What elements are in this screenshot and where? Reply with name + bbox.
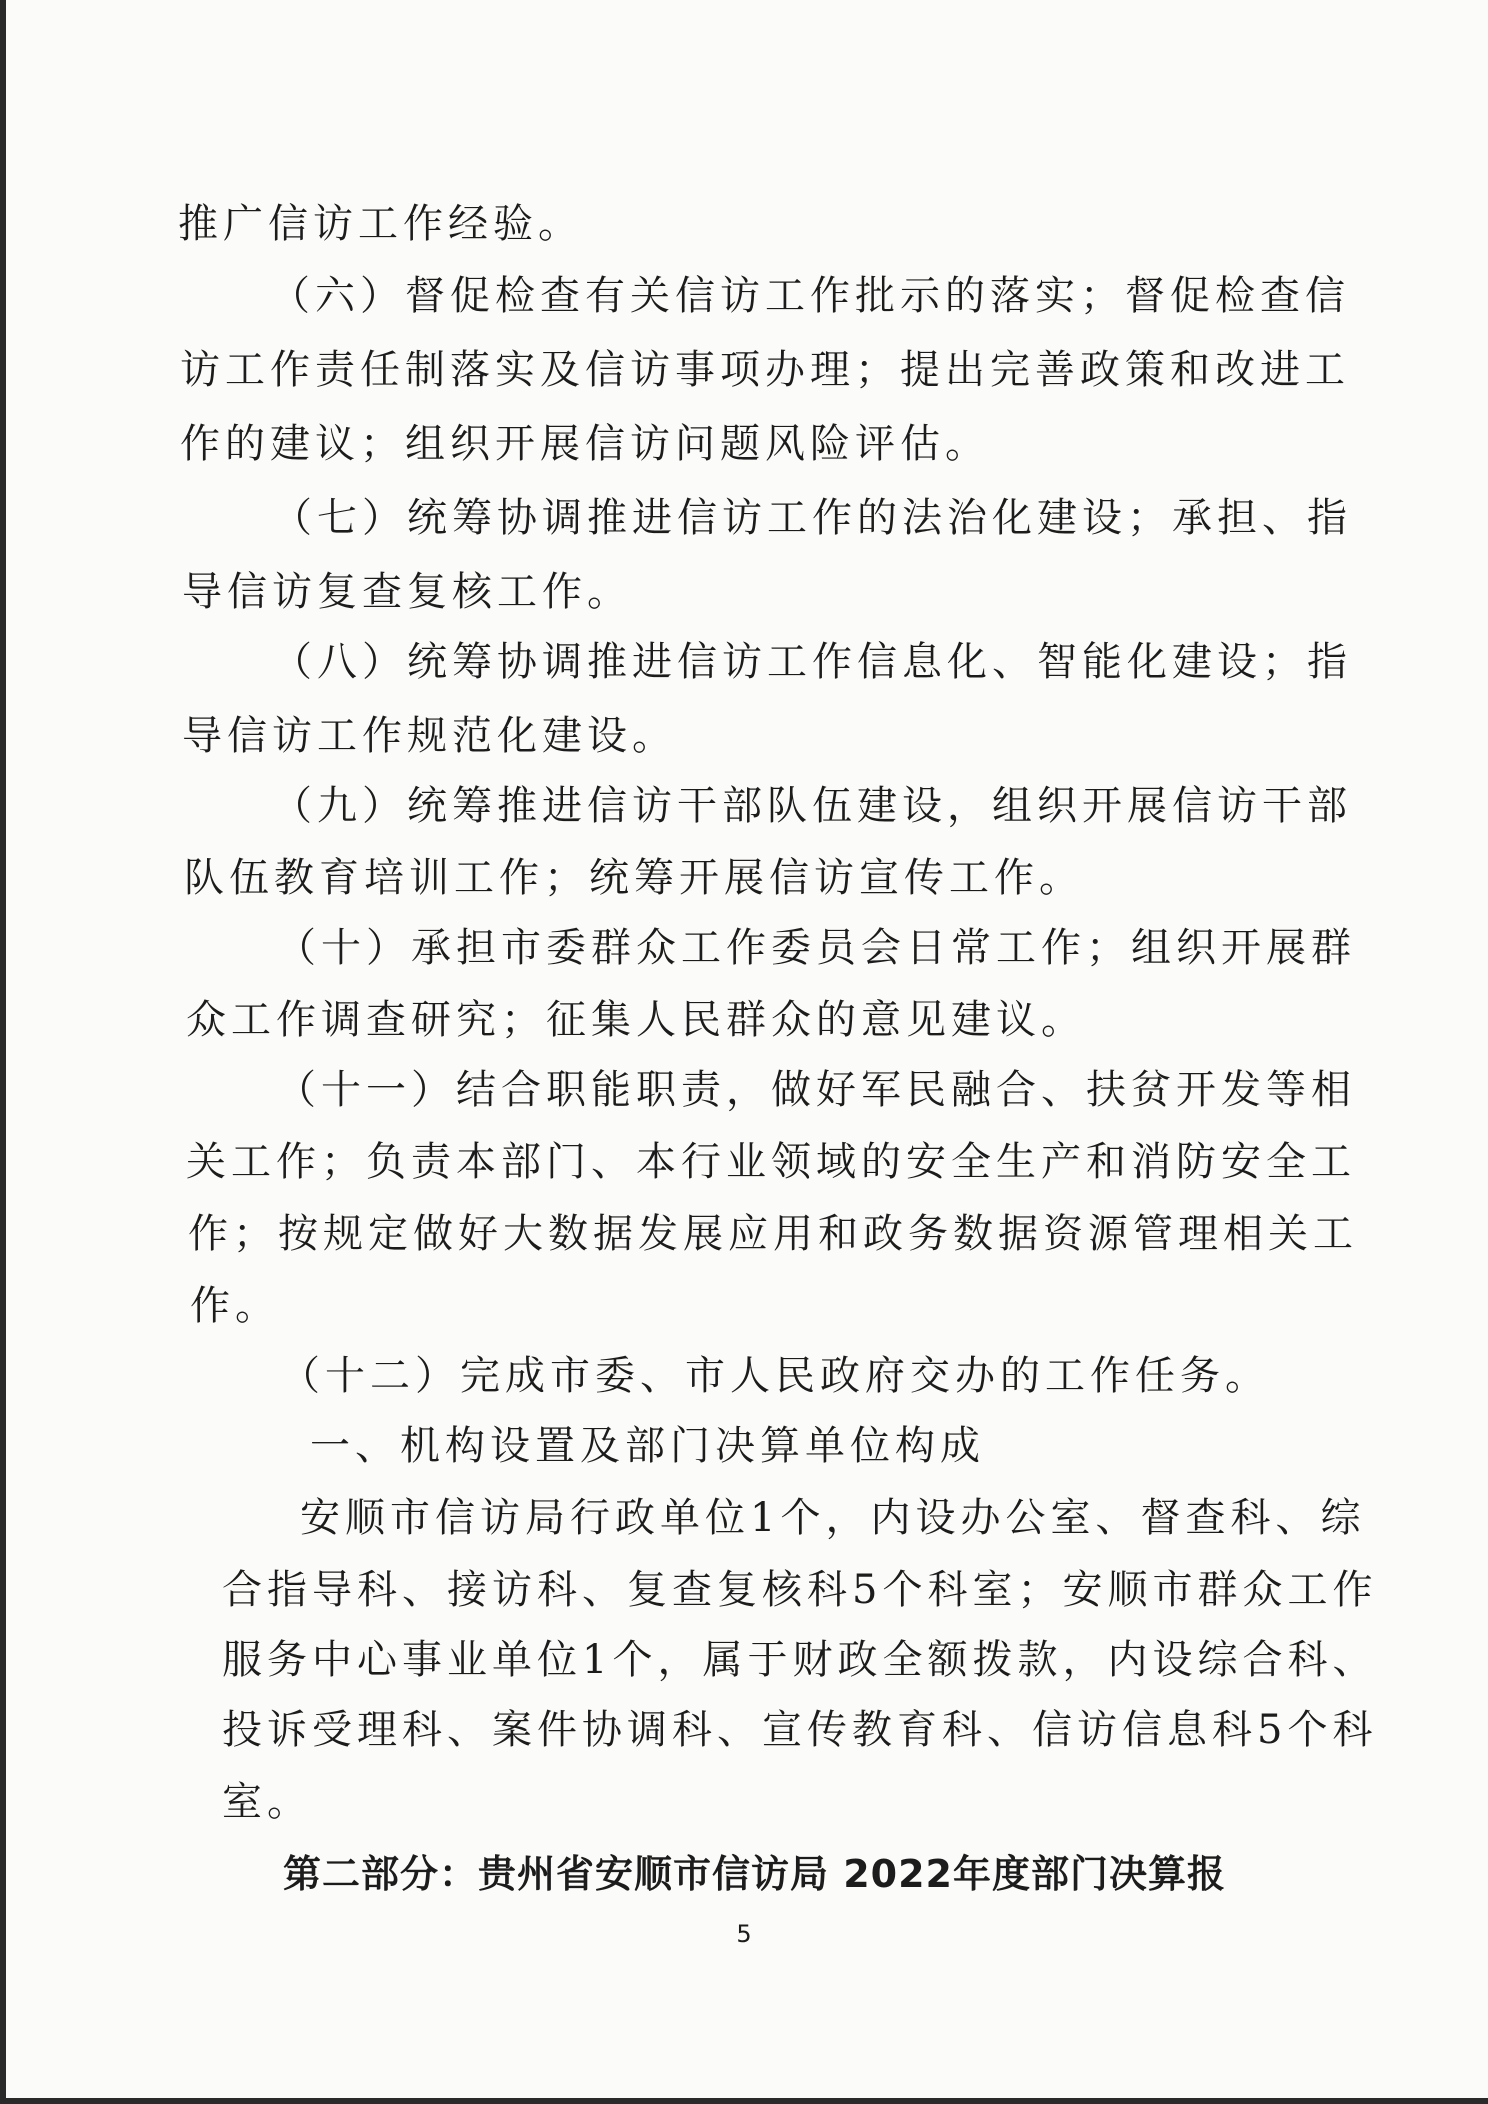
body-line-11: （十）承担市委群众工作委员会日常工作；组织开展群 (276, 925, 1356, 971)
body-line-3: 访工作责任制落实及信访事项办理；提出完善政策和改进工 (180, 347, 1350, 393)
body-line-2: （六）督促检查有关信访工作批示的落实；督促检查信 (270, 273, 1350, 319)
body-line-4: 作的建议；组织开展信访问题风险评估。 (180, 421, 990, 467)
part-two-heading: 第二部分：贵州省安顺市信访局 2022年度部门决算报 (283, 1852, 1226, 1896)
body-line-20: 合指导科、接访科、复查复核科5个科室；安顺市群众工作 (222, 1567, 1378, 1613)
body-line-7: （八）统筹协调推进信访工作信息化、智能化建设；指 (272, 639, 1352, 685)
body-line-10: 队伍教育培训工作；统筹开展信访宣传工作。 (184, 855, 1084, 901)
body-line-12: 众工作调查研究；征集人民群众的意见建议。 (186, 997, 1086, 1043)
body-line-5: （七）统筹协调推进信访工作的法治化建设；承担、指 (272, 495, 1352, 541)
scan-edge-bottom (0, 2098, 1488, 2104)
body-line-17: （十二）完成市委、市人民政府交办的工作任务。 (280, 1353, 1270, 1399)
scan-edge-left (0, 0, 6, 2104)
body-line-21: 服务中心事业单位1个，属于财政全额拨款，内设综合科、 (222, 1637, 1378, 1683)
body-line-22: 投诉受理科、案件协调科、宣传教育科、信访信息科5个科 (222, 1707, 1378, 1753)
body-line-19: 安顺市信访局行政单位1个，内设办公室、督查科、综 (300, 1495, 1366, 1541)
body-line-16: 作。 (190, 1283, 280, 1329)
body-line-13: （十一）结合职能职责，做好军民融合、扶贫开发等相 (276, 1067, 1356, 1113)
body-line-15: 作；按规定做好大数据发展应用和政务数据资源管理相关工 (188, 1211, 1358, 1257)
body-line-14: 关工作；负责本部门、本行业领域的安全生产和消防安全工 (186, 1139, 1356, 1185)
body-line-23: 室。 (222, 1779, 312, 1825)
page-number: 5 (736, 1920, 752, 1948)
section-one-heading: 一、机构设置及部门决算单位构成 (310, 1423, 985, 1469)
body-line-9: （九）统筹推进信访干部队伍建设，组织开展信访干部 (272, 783, 1352, 829)
body-line-6: 导信访复查复核工作。 (182, 569, 632, 615)
body-line-1: 推广信访工作经验。 (178, 201, 583, 247)
body-line-8: 导信访工作规范化建设。 (182, 713, 677, 759)
